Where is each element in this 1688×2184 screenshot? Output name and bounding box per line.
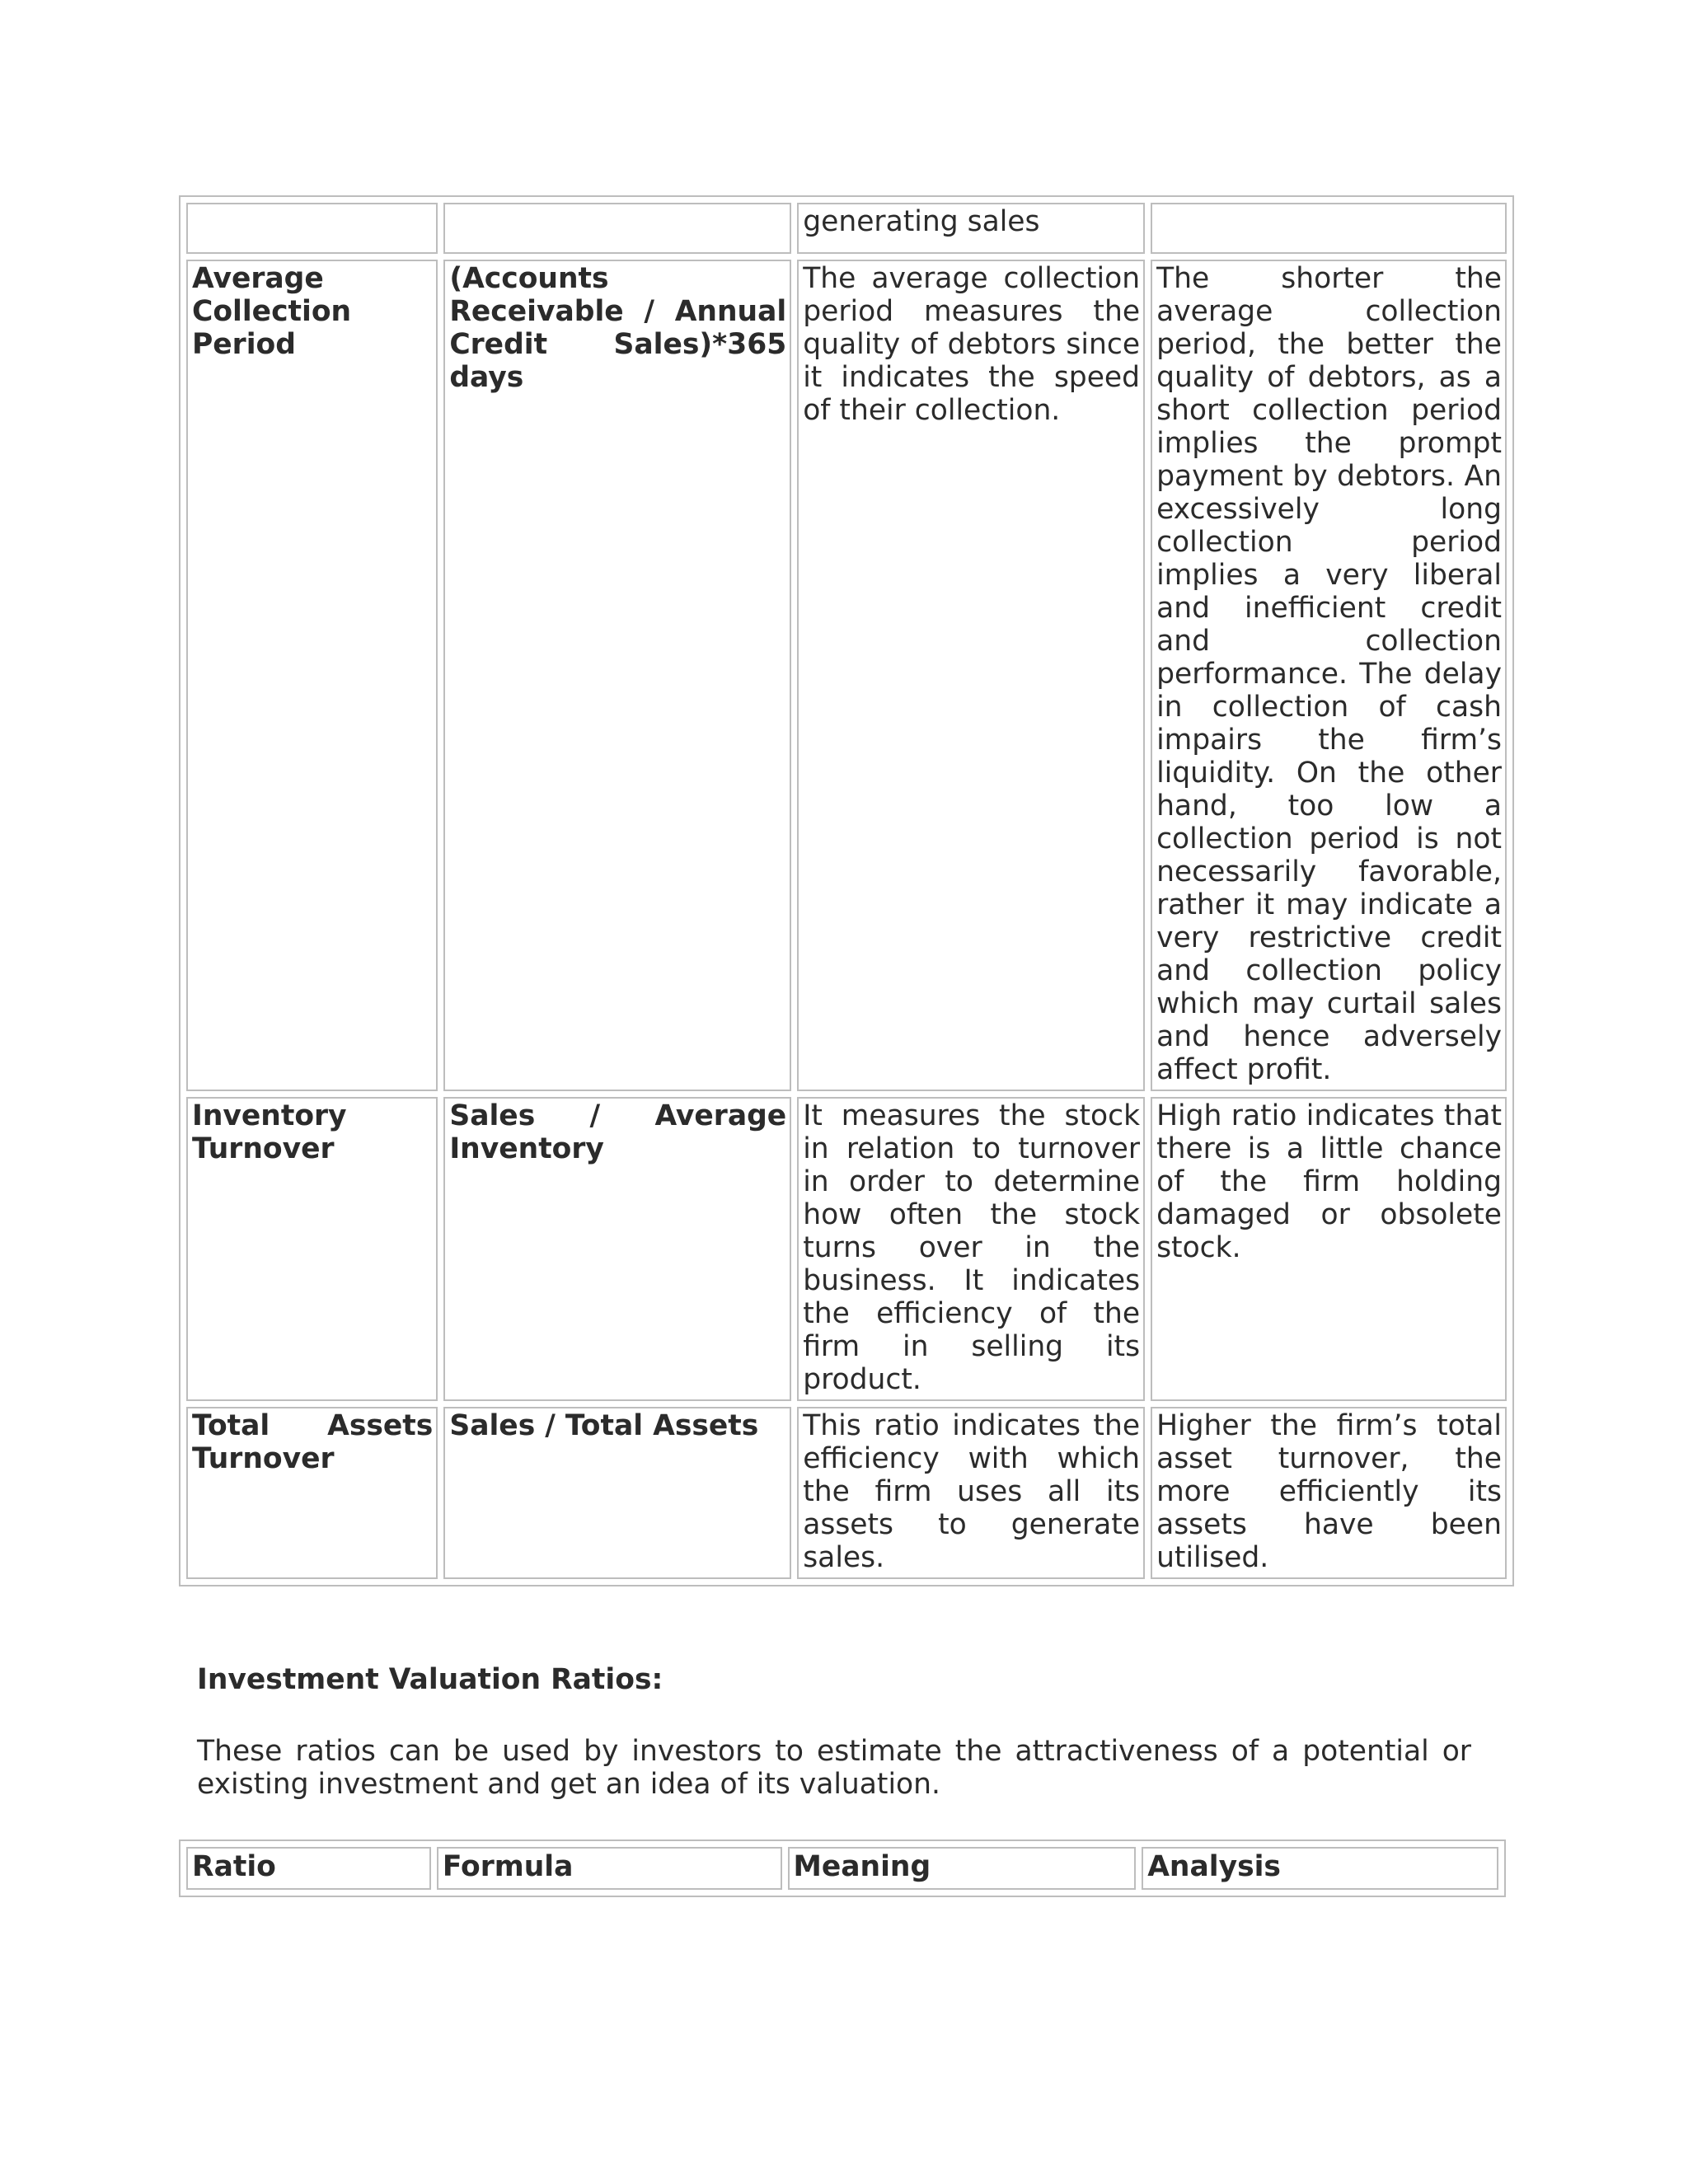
- column-header-formula: Formula: [437, 1847, 782, 1890]
- ratio-cell: [186, 203, 438, 254]
- analysis-cell: The shorter the average collection period, the better the quality of debtors, as a short collection period implies the prompt payment by debtors. An excessively long collection period implies a very liberal and inefficient credit and collection performance. The delay in collection of cash impairs the firm’s liquidity. On the other hand, too low a collection period is not necessarily favorable, rather it may indicate a very restrictive credit and collection policy which may curtail sales and hence adversely affect profit.: [1151, 260, 1507, 1091]
- section-paragraph: These ratios can be used by investors to estimate the attractiveness of a potential or existing investment and get an idea of its valuation.: [197, 1735, 1471, 1801]
- ratio-cell: Average Collection Period: [186, 260, 438, 1091]
- table-header-row: [186, 1847, 1498, 1890]
- table-row: [186, 1407, 1507, 1579]
- formula-cell: (Accounts Receivable / Annual Credit Sales)*365 days: [443, 260, 791, 1091]
- formula-cell: Sales / Average Inventory: [443, 1097, 791, 1401]
- meaning-cell: This ratio indicates the efficiency with which the firm uses all its assets to generate sales.: [797, 1407, 1145, 1579]
- table-row: [186, 260, 1507, 1091]
- table-row: [186, 1097, 1507, 1401]
- investment-valuation-ratios-table: [179, 1840, 1506, 1897]
- section-heading: Investment Valuation Ratios:: [197, 1663, 663, 1696]
- analysis-cell: Higher the firm’s total asset turnover, the more efficiently its assets have been utilised.: [1151, 1407, 1507, 1579]
- meaning-cell: The average collection period measures the quality of debtors since it indicates the speed of their collection.: [797, 260, 1145, 1091]
- column-header-ratio: Ratio: [186, 1847, 431, 1890]
- formula-cell: Sales / Total Assets: [443, 1407, 791, 1579]
- analysis-cell: High ratio indicates that there is a little chance of the firm holding damaged or obsolete stock.: [1151, 1097, 1507, 1401]
- analysis-cell: [1151, 203, 1507, 254]
- table-row: [186, 203, 1507, 254]
- formula-cell: [443, 203, 791, 254]
- column-header-analysis: Analysis: [1142, 1847, 1498, 1890]
- meaning-cell: It measures the stock in relation to turnover in order to determine how often the stock turns over in the business. It indicates the efficiency of the firm in selling its product.: [797, 1097, 1145, 1401]
- activity-ratios-table: [179, 195, 1514, 1586]
- ratio-cell: Total Assets Turnover: [186, 1407, 438, 1579]
- meaning-cell: generating sales: [797, 203, 1145, 254]
- ratio-cell: Inventory Turnover: [186, 1097, 438, 1401]
- column-header-meaning: Meaning: [788, 1847, 1137, 1890]
